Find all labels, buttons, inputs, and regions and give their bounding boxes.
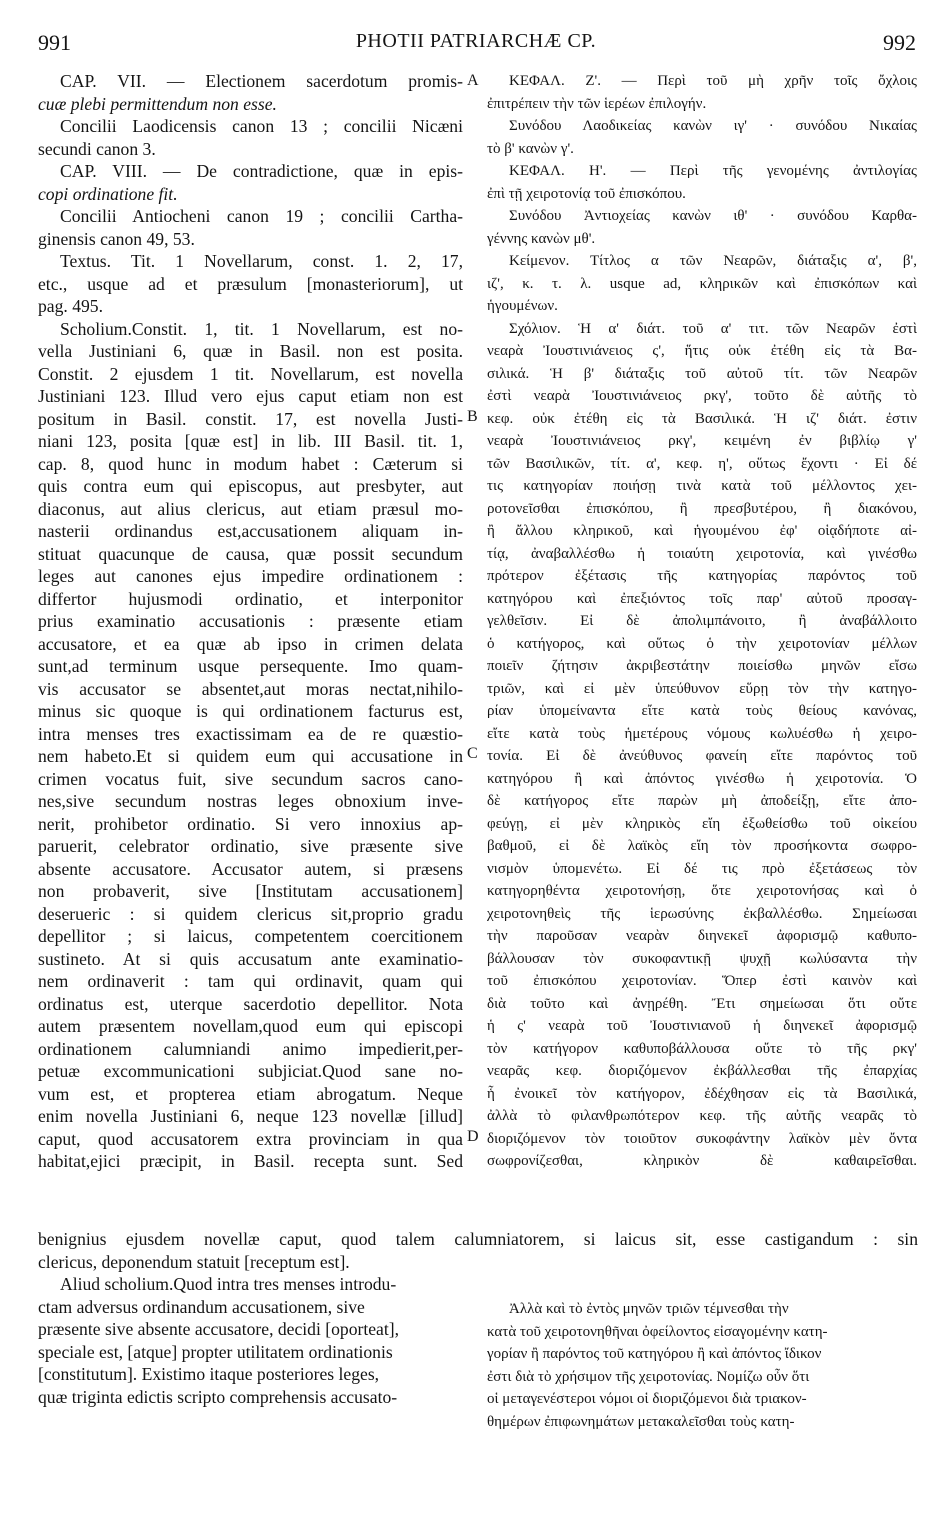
greek-line: ρίαν ὑπομείναντα εἴτε κατὰ τοὺς θείους κανόνας, (487, 703, 917, 719)
latin-column (38, 70, 463, 1173)
latin-line: nes,sive secundum nostras leges obnoxium inve- (38, 791, 463, 811)
greek2-line: οἱ μεταγενέστεροι νόμοι οἱ διοριζόμενοι διὰ τριακον- (487, 1391, 807, 1407)
latin-column-continued (38, 1273, 463, 1408)
greek-line: γέννης κανὼν μθ'. (487, 230, 596, 247)
full-width-line: benignius ejusdem novellæ caput, quod talem calumniatorem, si laicus sit, esse castigandum : sin (38, 1229, 918, 1249)
greek-line: ἐπὶ τῇ χειροτονίᾳ τοῦ ἐπισκόπου. (487, 185, 686, 202)
latin-line: accusatore, et ea quæ ab ipso in crimen delata (38, 633, 463, 654)
greek-line: τίᾳ, ἀναβαλλέσθω ἡ τοιαύτη χειροτονία, καὶ γινέσθω (487, 545, 917, 562)
greek2-line: ἐστι διὰ τὸ χρήσιμον τῆς χειροτονίας. Νομίζω οὖν ὅτι (487, 1368, 810, 1385)
latin-line: etc., usque ad et præsulum [monasteriorum], ut (38, 273, 463, 294)
greek2-line: Ἀλλὰ καὶ τὸ ἐντὸς μηνῶν τριῶν τέμνεσθαι τὴν (509, 1301, 789, 1317)
margin-marker-c: C (467, 745, 478, 762)
greek-line: ἧ ἐνοικεῖ τὸν κατήγορον, ἐδέχθησαν εἰς τὰ Βασιλικά, (487, 1085, 917, 1102)
greek-line: διοριζόμενον τὸν τοιοῦτον συκοφάντην λαϊκὸν μὲν ὄντα (487, 1130, 917, 1147)
greek-line: εἴτε κατὰ τοὺς ἡμετέρους νόμους κωλυέσθω ἡ χειρο- (487, 725, 917, 742)
latin-line: enim novella Justiniani 6, neque 123 novellæ [illud] (38, 1106, 463, 1126)
latin-line: depellitor ; si laicus, competentem coercitionem (38, 926, 463, 946)
latin-line: cuæ plebi permittendum non esse. (38, 93, 277, 114)
greek-line: νισμὸν ὑπομενέτω. Εἰ δέ τις πρὸ ἐξετάσεως τὸν (487, 860, 917, 877)
greek-line: τὸν κατήγορον καθυποβάλλουσα οὔτε τὸ τῆς ρκγ' (487, 1040, 917, 1057)
latin-line: minus sic quoque is qui ordinationem facturus est, (38, 701, 463, 721)
greek-line: σωφρονίζεσθαι, κληρικὸν δὲ καθαιρεῖσθαι. (487, 1153, 917, 1169)
latin-line: pag. 495. (38, 296, 103, 316)
greek-line: νεαρὰ Ἰουστινιάνειος ρκγ', κειμένη ἐν βιβλίῳ γ' (487, 433, 917, 449)
latin-line: absente accusatore. Accusator autem, si præsens (38, 858, 463, 879)
latin2-line: præsente sive absente accusatore, decidi [oporteat], (38, 1319, 400, 1339)
greek-line: κεφ. οὐκ ἐτέθη εἰς τὰ Βασιλικά. Ἡ ιζ' διάτ. ἐστιν (487, 410, 917, 427)
latin-line: differtor hujusmodi ordinatio, et interponitor (38, 588, 463, 609)
latin-line: Constit. 2 ejusdem 1 tit. Novellarum, est novella (38, 363, 463, 384)
latin2-line: Aliud scholium.Quod intra tres menses introdu- (60, 1274, 397, 1294)
latin-line: vis accusator se absentet,aut moras nectat,nihilo- (38, 678, 463, 699)
greek-line: ἐστὶ νεαρὰ Ἰουστινιάνειος ρκγ', τοῦτο δὲ αὐτῆς τὸ (487, 388, 917, 404)
latin-line: habitat,ejici præcipit, in Basil. recepta sunt. Sed (38, 1151, 463, 1171)
latin-line: nem habeto.Et si quidem eum qui accusatione in (38, 746, 463, 766)
greek-line: νεαρὰ Ἰουστινιάνειος ς', ἥτις οὐκ ἐτέθη εἰς τὰ Βα- (487, 343, 917, 359)
page-number-left: 991 (38, 30, 71, 55)
latin-line: ginensis canon 49, 53. (38, 228, 195, 249)
page-number-right: 992 (883, 30, 916, 55)
latin-line: ordinatus est, uterque sacerdotio depellitor. Nota (38, 993, 463, 1014)
latin-line: Justiniani 123. Illud vero ejus caput etiam non est (38, 386, 463, 406)
greek-line: τὴν παροῦσαν νεαρὰν διηνεκεῖ ἀφορισμῷ καθυπο- (487, 928, 917, 944)
latin-line: nem ordinaverit : tam qui ordinavit, quam qui (38, 971, 463, 991)
latin-line: secundi canon 3. (38, 138, 156, 159)
latin-line: nerit, prohibetor ordinatio. Si vero innoxius ap- (38, 813, 463, 834)
latin-line: diaconus, aut alius clericus, aut etiam præsul mo- (38, 498, 463, 519)
greek-line: πρότερον ἐξέτασις τῆς κατηγορίας παρόντος τοῦ (487, 568, 917, 584)
greek-line: διὰ τοῦτο καὶ ἀνῃρέθη. Ἔτι σημείωσαι ὅτι οὔτε (487, 995, 917, 1012)
greek-line: ἐπιτρέπειν τὴν τῶν ἱερέων ἐπιλογήν. (487, 95, 707, 112)
latin2-line: speciale est, [atque] propter utilitatem ordinationis (38, 1341, 393, 1362)
latin-line: stituat quacunque de causa, quæ possit secundum (38, 543, 463, 564)
latin-line: Scholium.Constit. 1, tit. 1 Novellarum, est no- (60, 318, 463, 339)
latin-line: Textus. Tit. 1 Novellarum, const. 1. 2, 17, (60, 251, 463, 271)
greek-line: σιλικά. Ἡ β' διάταξις τοῦ αὐτοῦ τίτ. τῶν Νεαρῶν (487, 365, 917, 382)
greek-line: ἢ ἄλλου κληρικοῦ, καὶ ἡγουμένου ἐφ' οἱᾳδήποτε αἰ- (487, 523, 917, 539)
greek-line: βάλλουσαν τὸν συκοφαντικῇ ψυχῇ κωλύσαντα τὴν (487, 950, 917, 967)
greek-line: γελθεῖσιν. Εἰ δὲ ἀπολιμπάνοιτο, ἢ ἀναβάλλοιτο (487, 613, 917, 629)
latin2-line: quæ triginta edictis scripto comprehensis accusato- (38, 1386, 398, 1407)
latin-line: petuæ excommunicationi subjiciat.Quod sane no- (38, 1061, 463, 1081)
greek-line: Κείμενον. Τίτλος α τῶν Νεαρῶν, διάταξις α', β', (509, 253, 917, 269)
latin-line: intra menses tres exactissimam ea de re quæstio- (38, 723, 463, 744)
greek-line: τῶν Βασιλικῶν, τίτ. α', κεφ. η', οὕτως ἔχοντι · Εἰ δέ (487, 455, 917, 472)
greek2-line: κατὰ τοῦ χειροτονηθῆναι ὀφείλοντος εἰσαγομένην κατη- (487, 1323, 828, 1340)
running-title: PHOTII PATRIARCHÆ CP. (355, 30, 597, 52)
latin-line: crimen vocatus fuit, sive secundum sacros cano- (38, 768, 463, 789)
greek-line: ΚΕΦΑΛ. Ζ'. — Περὶ τοῦ μὴ χρῆν τοῖς ὄχλοις (509, 73, 917, 89)
greek-line: δὲ κατήγορος εἴτε παρὼν μὴ ἀποδείξῃ, εἴτε ἀπο- (487, 793, 917, 809)
greek-line: ἡγουμένων. (487, 298, 558, 314)
margin-marker-d: D (467, 1128, 479, 1145)
greek-line: Σχόλιον. Ἡ α' διάτ. τοῦ α' τιτ. τῶν Νεαρῶν ἐστὶ (509, 320, 917, 337)
latin-line: vella Justiniani 6, quæ in Basil. non est posita. (38, 341, 463, 361)
margin-marker-b: B (467, 408, 478, 425)
greek-line: κατηγόρου καὶ ἐπεξιόντος τοῖς παρ' αὐτοῦ προσαγ- (487, 590, 917, 607)
greek-line: ιζ', κ. τ. λ. usque ad, κληρικῶν καὶ ἐπισκόπων καὶ (487, 275, 917, 292)
margin-marker-a: A (467, 72, 479, 89)
latin-line: autem præsentem novellam,quod eum qui episcopi (38, 1016, 463, 1036)
greek-line: ποιεῖν ζήτησιν ἀκριβεστάτην ποιείσθω μηνῶν εἴσω (487, 658, 917, 674)
greek-line: τὸ β' κανὼν γ'. (487, 140, 574, 157)
latin-line: vum est, et propterea etiam abrogatum. Neque (38, 1083, 463, 1104)
greek-line: φεύγῃ, εἰ μὲν κληρικὸς εἴη ἐξωθείσθω τοῦ οἰκείου (487, 815, 917, 832)
latin-line: leges aut canones ejus impedire ordinationem : (38, 566, 463, 586)
greek-line: τοῦ ἐπισκόπου χειροτονίαν. Ὅπερ ἐστὶ καινὸν καὶ (487, 973, 917, 989)
latin-line: Concilii Antiocheni canon 19 ; concilii Cartha- (60, 206, 463, 226)
running-header (0, 30, 952, 62)
greek-column-continued (487, 1298, 917, 1433)
greek-line: τριῶν, καὶ εἰ μὲν ὑπεύθυνον εὕρῃ τὸν τὴν κατηγο- (487, 680, 917, 697)
latin-line: niani 123, posita [quæ est] in lib. III Basil. tit. 1, (38, 431, 463, 451)
full-width-line: clericus, deponendum statuit [receptum est]. (38, 1251, 350, 1272)
latin-line: positum in Basil. constit. 17, est novella Justi- (38, 408, 463, 429)
latin2-line: ctam adversus ordinandum accusationem, sive (38, 1296, 365, 1317)
latin-line: Concilii Laodicensis canon 13 ; concilii Nicæni (60, 116, 463, 136)
latin-line: paruerit, celebrator ordinatio, sive præsente sive (38, 836, 463, 856)
greek-line: Συνόδου Λαοδικείας κανὼν ιγ' · συνόδου Νικαίας (509, 118, 917, 134)
latin-line: quis contra eum qui episcopus, aut presbyter, aut (38, 476, 463, 496)
latin-line: CAP. VIII. — De contradictione, quæ in epis- (60, 161, 463, 181)
latin-line: deserueric : si quidem clericus sit,proprio gradu (38, 903, 463, 924)
greek-line: κατηγορηθέντα χειροτονήσῃ, ὅτε χειροτονήσας καὶ ὁ (487, 883, 917, 899)
greek-line: ὁ κατήγορος, καὶ οὕτως ὁ τὴν χειροτονίαν μέλλων (487, 635, 917, 652)
greek-line: Συνόδου Ἀντιοχείας κανὼν ιθ' · συνόδου Καρθα- (509, 208, 917, 224)
latin-line: sustineto. At si quis accusatum ante examinatio- (38, 948, 463, 969)
greek2-line: γορίαν ἢ παρόντος τοῦ κατηγόρου ἢ καὶ ἀπόντος ἴδικον (487, 1346, 822, 1362)
latin-line: nasterii ordinandus est,accusationem aliquam in- (38, 521, 463, 541)
greek-line: κατηγόρου ἢ καὶ ἀπόντος γινέσθω ἡ χειροτονία. Ὁ (487, 770, 917, 787)
latin-line: ordinationem calumniandi animo impedierit,per- (38, 1038, 463, 1059)
greek2-line: θημέρων ἐπιφωνημάτων μετακαλεῖσθαι τοὺς κατη- (487, 1413, 795, 1430)
greek-line: τις κατηγορίαν ποιήσῃ τινὰ κατὰ τοῦ μέλλοντος χει- (487, 478, 917, 494)
greek-line: χειροτονηθεὶς τῆς ἱερωσύνης ἐκβαλλέσθω. Σημείωσαι (487, 905, 917, 922)
latin-line: CAP. VII. — Electionem sacerdotum promis- (60, 71, 463, 91)
greek-line: ἡ ς' νεαρὰ τοῦ Ἰουστινιανοῦ ἡ διηνεκεῖ ἀφορισμῷ (487, 1018, 917, 1034)
greek-line: ροτονεῖσθαι ἐπισκόπου, ἢ πρεσβυτέρου, ἢ διακόνου, (487, 500, 917, 517)
latin-line: non probaverit, sive [Institutam accusationem] (38, 881, 463, 901)
latin-line: cap. 8, quod hunc in modum habet : Cæterum si (38, 453, 463, 474)
greek-line: νεαρᾶς κεφ. διοριζόμενον ἐκβάλλεσθαι τῆς ἐπαρχίας (487, 1063, 917, 1079)
greek-line: βαθμοῦ, εἰ δὲ λαϊκὸς εἴη τὸν προσήκοντα σωφρο- (487, 838, 917, 854)
greek-column (487, 70, 917, 1173)
greek-line: ΚΕΦΑΛ. Η'. — Περὶ τῆς γενομένης ἀντιλογίας (509, 163, 917, 179)
latin-line: copi ordinatione fit. (38, 183, 178, 204)
latin-line: caput, quod accusatorem extra provinciam in qua (38, 1128, 463, 1149)
latin2-line: [constitutum]. Existimo itaque posteriores leges, (38, 1364, 380, 1384)
latin-line: prius examinatio accusationis : præsente etiam (38, 611, 463, 631)
greek-line: ἀλλὰ τὸ φιλανθρωπότερον κεφ. τῆς αὐτῆς νεαρᾶς τὸ (487, 1108, 917, 1124)
latin-line: sunt,ad terminum usque persequente. Imo quam- (38, 656, 463, 676)
greek-line: τονία. Εἰ δὲ ἀνεύθυνος φανείη εἴτε παρόντος τοῦ (487, 748, 917, 764)
full-width-text (38, 1228, 918, 1273)
